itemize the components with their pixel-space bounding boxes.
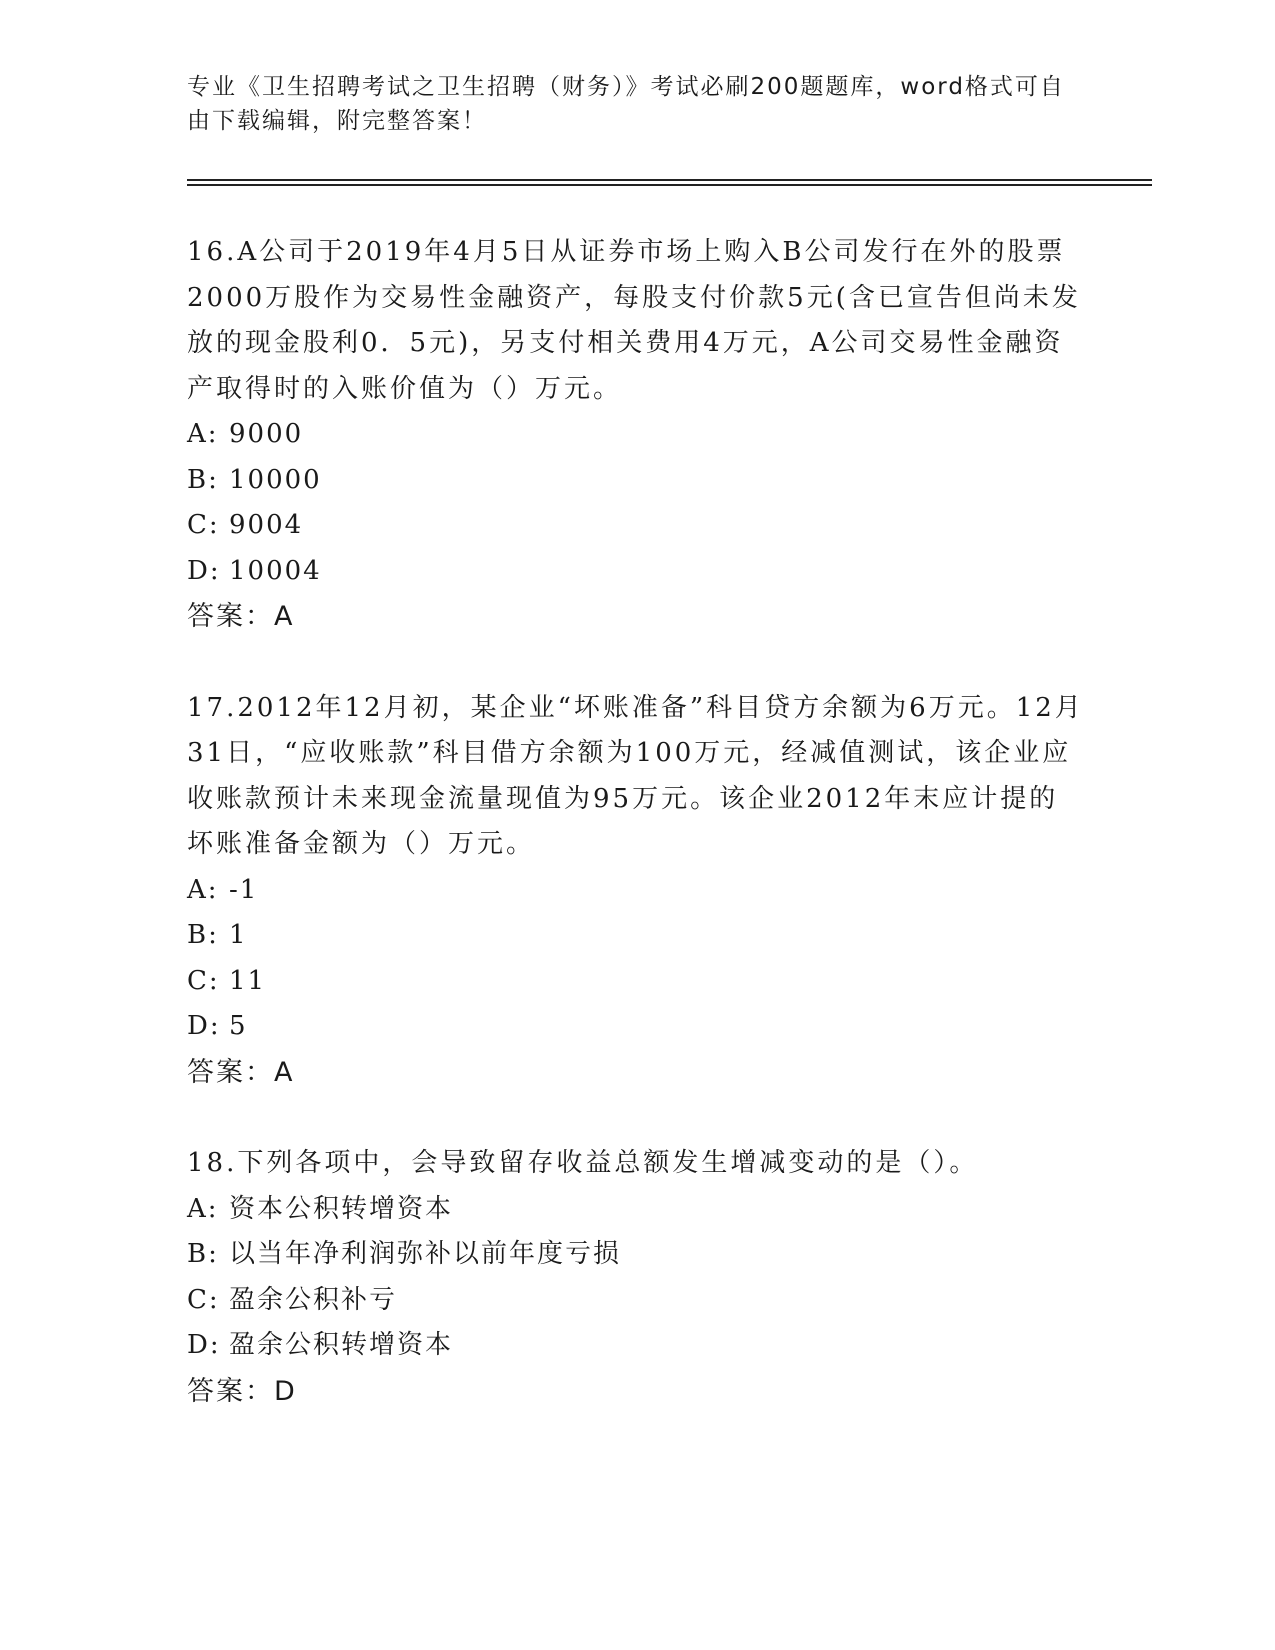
option-letter: D: xyxy=(187,1330,221,1360)
option-a xyxy=(187,1187,1087,1233)
option-text: 盈余公积转增资本 xyxy=(229,1330,454,1360)
option-text: 盈余公积补亏 xyxy=(229,1284,398,1315)
option-a xyxy=(187,868,1087,914)
option-b xyxy=(187,1232,1087,1278)
question-stem: 17.2012年12月初，某企业“坏账准备”科目贷方余额为6万元。12月31日，“应收账款”科目借方余额为100万元，经减值测试，该企业应收账款预计未来现金流量现值为95万元。该企业2012年末应计提的坏账准备金额为（）万元。 xyxy=(187,692,1084,859)
option-c xyxy=(187,503,1087,549)
document-header xyxy=(187,70,1077,138)
question-list xyxy=(187,230,1087,1460)
answer-line: 答案：A xyxy=(187,1056,295,1088)
option-text: 资本公积转增资本 xyxy=(229,1193,454,1224)
option-text: 5 xyxy=(229,1011,248,1041)
option-letter: C: xyxy=(187,510,220,540)
option-d xyxy=(187,1004,1087,1050)
header-rule-bottom xyxy=(187,184,1152,186)
option-d xyxy=(187,1323,1087,1369)
header-rule-top xyxy=(187,179,1152,181)
option-text: 10000 xyxy=(229,464,322,495)
option-b xyxy=(187,458,1087,504)
option-letter: B: xyxy=(187,1239,219,1269)
option-text: -1 xyxy=(229,874,259,905)
option-c xyxy=(187,1278,1087,1324)
option-letter: D: xyxy=(187,555,221,586)
option-letter: C: xyxy=(187,965,220,996)
option-text: 9004 xyxy=(229,510,304,540)
option-letter: B: xyxy=(187,920,219,950)
option-text: 以当年净利润弥补以前年度亏损 xyxy=(229,1239,622,1269)
option-letter: A: xyxy=(187,419,219,449)
option-text: 10004 xyxy=(229,555,322,586)
option-text: 1 xyxy=(229,920,248,950)
option-d xyxy=(187,549,1087,595)
question-stem: 18.下列各项中，会导致留存收益总额发生增减变动的是（）。 xyxy=(187,1148,979,1178)
option-text: 11 xyxy=(229,965,267,996)
option-c xyxy=(187,959,1087,1005)
header-text: 专业《卫生招聘考试之卫生招聘（财务）》考试必刷200题题库，word格式可自由下载编辑，附完整答案！ xyxy=(187,74,1065,134)
answer-line: 答案：A xyxy=(187,601,295,632)
option-letter: B: xyxy=(187,464,219,495)
question-17 xyxy=(187,686,1087,1096)
question-stem: 16.A公司于2019年4月5日从证券市场上购入B公司发行在外的股票2000万股作为交易性金融资产，每股支付价款5元(含已宣告但尚未发放的现金股利0．5元)，另支付相关费用4万元，A公司交易性金融资产取得时的入账价值为（）万元。 xyxy=(187,237,1081,404)
option-letter: A: xyxy=(187,1193,219,1224)
question-18 xyxy=(187,1141,1087,1414)
option-a xyxy=(187,412,1087,458)
option-text: 9000 xyxy=(229,419,304,449)
answer-line: 答案：D xyxy=(187,1375,297,1407)
option-letter: A: xyxy=(187,874,219,905)
option-b xyxy=(187,913,1087,959)
option-letter: C: xyxy=(187,1284,220,1315)
question-16 xyxy=(187,230,1087,640)
option-letter: D: xyxy=(187,1011,221,1041)
